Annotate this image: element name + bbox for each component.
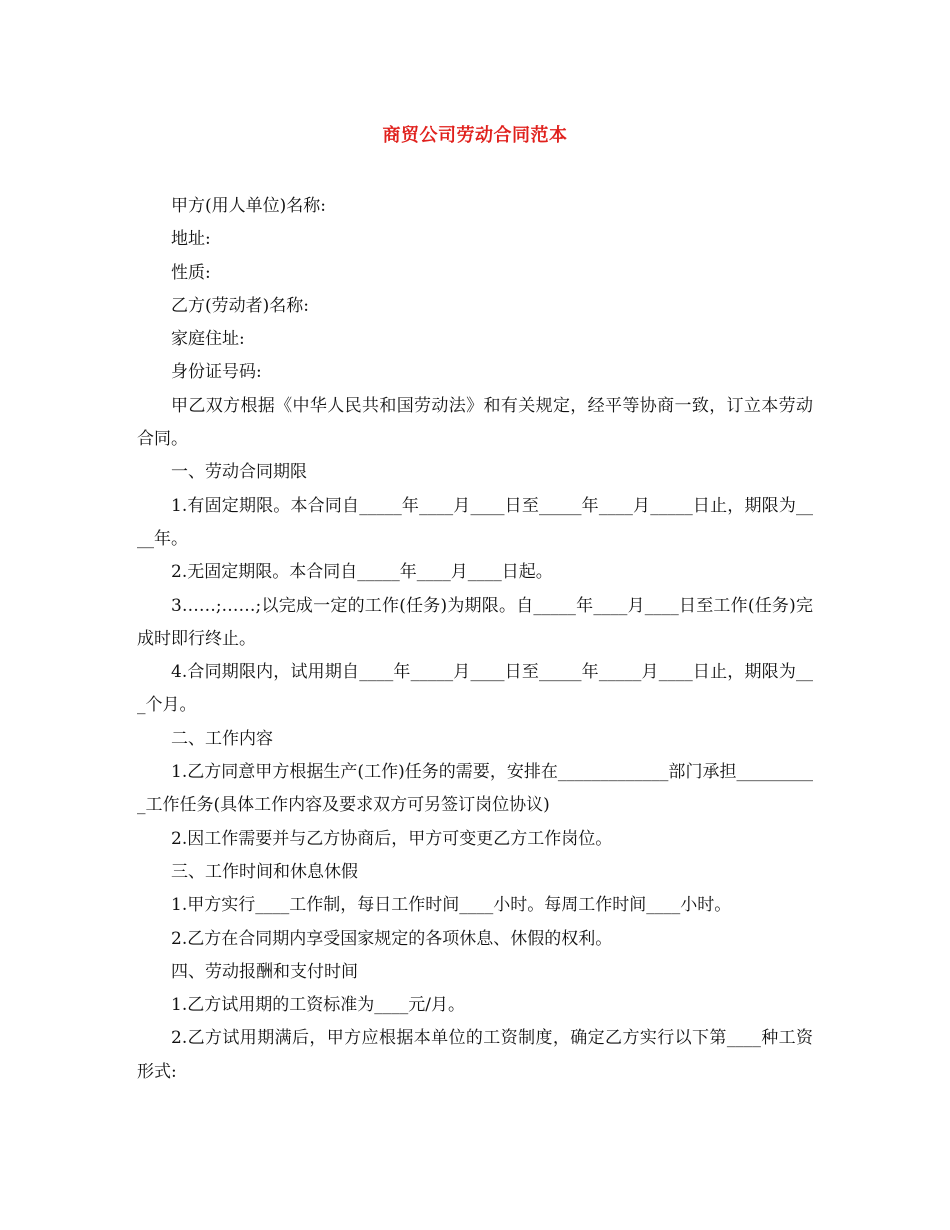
document-title: 商贸公司劳动合同范本 [382,125,568,146]
clause-task-term: 3……;……;以完成一定的工作(任务)为期限。自_____年____月____日至工作(任务)完成时即行终止。 [137,595,813,649]
clause-probation-period: 4.合同期限内，试用期自____年_____月____日至_____年_____月____日止，期限为___个月。 [137,662,813,716]
preamble-paragraph: 甲乙双方根据《中华人民共和国劳动法》和有关规定，经平等协商一致，订立本劳动合同。 [137,395,813,450]
clause-probation-salary: 1.乙方试用期的工资标准为____元/月。 [171,995,465,1016]
section-heading-contract-term: 一、劳动合同期限 [171,462,307,483]
clause-salary-form: 2.乙方试用期满后，甲方应根据本单位的工资制度，确定乙方实行以下第____种工资形式: [137,1028,813,1082]
field-home-address: 家庭住址: [171,329,245,350]
field-employee-name: 乙方(劳动者)名称: [171,295,309,316]
field-id-number: 身份证号码: [171,362,262,383]
section-heading-working-hours: 三、工作时间和休息休假 [171,861,358,882]
clause-fixed-term: 1.有固定期限。本合同自_____年____月____日至_____年____月_____日止，期限为____年。 [137,495,813,549]
section-heading-work-content: 二、工作内容 [171,728,273,749]
clause-rest-leave: 2.乙方在合同期内享受国家规定的各项休息、休假的权利。 [171,928,613,949]
clause-position-change: 2.因工作需要并与乙方协商后，甲方可变更乙方工作岗位。 [171,828,613,849]
clause-open-term: 2.无固定期限。本合同自_____年____月____日起。 [171,562,553,583]
field-address: 地址: [171,229,211,250]
document-body [137,190,813,1089]
clause-work-schedule: 1.甲方实行____工作制，每日工作时间____小时。每周工作时间____小时。 [171,895,732,916]
field-nature: 性质: [171,262,211,283]
field-employer-name: 甲方(用人单位)名称: [171,196,326,216]
section-heading-remuneration: 四、劳动报酬和支付时间 [171,961,358,982]
clause-work-assignment: 1.乙方同意甲方根据生产(工作)任务的需要，安排在_____________部门承担__________工作任务(具体工作内容及要求双方可另签订岗位协议) [137,762,813,816]
